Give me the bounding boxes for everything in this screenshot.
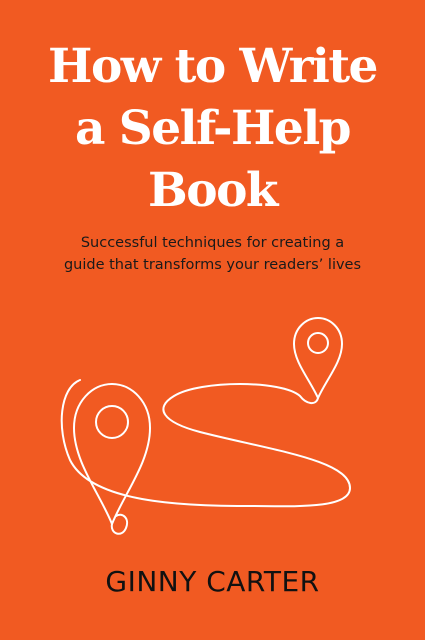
- book-subtitle: [0, 232, 425, 276]
- author-name: GINNY CARTER: [105, 565, 320, 598]
- large-map-pin-hole-icon: [96, 406, 128, 438]
- title-line-3: Book: [148, 163, 277, 218]
- small-map-pin-icon: [294, 318, 342, 398]
- journey-path-map-pins-icon: [50, 310, 370, 540]
- subtitle-line-2: guide that transforms your readers’ lives: [63, 257, 362, 273]
- small-map-pin-hole-icon: [308, 333, 328, 353]
- subtitle-line-1: Successful techniques for creating a: [80, 235, 345, 251]
- winding-path-line: [62, 380, 350, 506]
- title-line-1: How to Write: [48, 39, 377, 94]
- title-line-2: a Self-Help: [74, 101, 351, 156]
- book-title: [0, 36, 425, 222]
